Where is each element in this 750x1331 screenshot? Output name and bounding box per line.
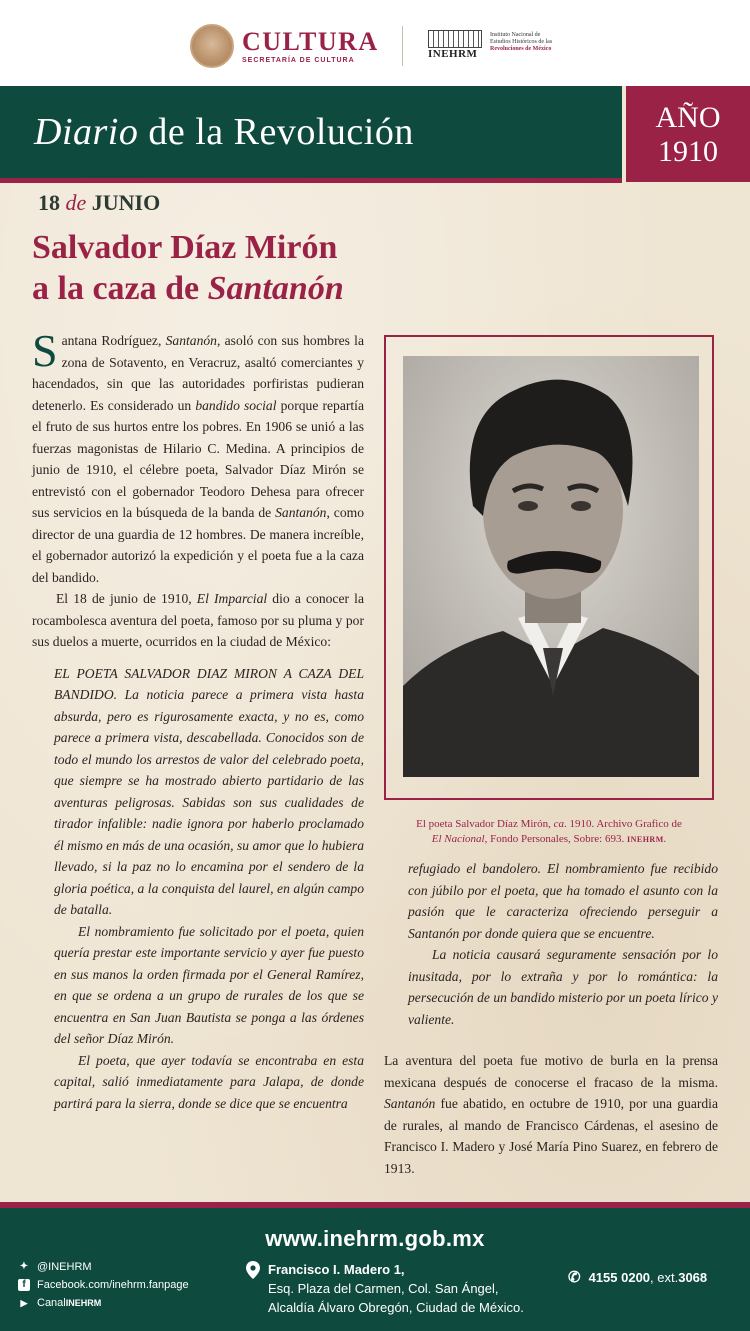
quote-paragraph-3-cont: refugiado el bandolero. El nombramiento fue recibido con júbilo por el poeta, que ha tomado el asunto con la pasión que le caracteriza ofreciendo perseguir a Santanón por donde quiera que se encuentre. (408, 861, 718, 941)
portrait-photo (403, 356, 699, 777)
quote-paragraph-2: El nombramiento fue solicitado por el poeta, quien quería prestar este importante servicio y ayer fue puesto en sus manos la orden firmada por el General Ramírez, en que se ordena a un grupo de rurales de los que se encuentra en San Juan Bautista se ponga a las órdenes del señor Díaz Mirón. (54, 923, 364, 1046)
facebook-link[interactable]: f Facebook.com/inehrm.fanpage (18, 1276, 189, 1294)
year-value: 1910 (658, 135, 718, 168)
footer (0, 1208, 750, 1331)
phone-icon: ✆ (568, 1269, 581, 1286)
quote-paragraph-3: El poeta, que ayer todavía se encontraba en esta capital, salió inmediatamente para Jalapa, de donde partirá para la sierra, donde se dice que se encuentra (54, 1052, 364, 1111)
drop-cap: S (32, 325, 58, 376)
paragraph-imparcial: El 18 de junio de 1910, El Imparcial dio a conocer la rocambolesca aventura del poeta, famoso por su pluma y por sus duelos a muerte, ocurridos en la ciudad de México: (32, 591, 364, 649)
quote-paragraph-1: EL POETA SALVADOR DIAZ MIRON A CAZA DEL BANDIDO. La noticia parece a primera vista hasta absurda, pero es rigurosamente exacta, y no es, como parece a primera vista, descabellada. Conocidos son de todo el mundo los arrestos de valor del celebrado poeta, que siempre se ha mostrado abierto partidario de las aventuras peligrosas. Sabidas son sus cualidades de tirador infalible: nadie ignora por haberlo proclamado él mismo en más de una ocasión, su amor que lo hubiera llevado, si la paz no lo encamina por el sendero de la gloria poética, a la conquista del laurel, en algún campo de batalla. (54, 665, 364, 917)
year-badge (626, 86, 750, 182)
portrait-illustration (403, 356, 699, 777)
series-title: Diario de la Revolución (34, 111, 414, 153)
facebook-icon: f (18, 1279, 30, 1291)
inehrm-word: INEHRM (428, 48, 478, 60)
youtube-link[interactable]: ▶ Canal INEHRM (18, 1294, 189, 1312)
article-right-column (384, 1050, 718, 1179)
article-right-quote (408, 858, 718, 1030)
inehrm-description: Instituto Nacional de Estudios Históricos de las Revoluciones de México (490, 32, 553, 52)
phone-number[interactable]: ✆ 4155 0200 , ext. 3068 (568, 1269, 708, 1286)
address: Francisco I. Madero 1, Esq. Plaza del Carmen, Col. San Ángel, Alcaldía Álvaro Obregón, Ciudad de México. (248, 1260, 524, 1317)
paragraph-closing: La aventura del poeta fue motivo de burla en la prensa mexicana después de conocerse el fracaso de la misma. Santanón fue abatido, en octubre de 1910, por una guardia de rurales, al mando de Francisco Cárdenas, el asesino de Francisco I. Madero y José María Pino Suarez, en febrero de 1913. (384, 1053, 718, 1176)
article-headline: Salvador Díaz Mirón a la caza de Santanón (32, 229, 344, 307)
youtube-icon: ▶ (20, 1298, 28, 1308)
title-band-underline (0, 178, 622, 183)
building-icon (428, 30, 482, 48)
cultura-logo[interactable] (190, 24, 379, 68)
social-links (18, 1258, 189, 1312)
quote-paragraph-4: La noticia causará seguramente sensación por lo inusitada, por lo extraña y por lo romántica: la persecución de un bandido misterio por un poeta lírico y valiente. (408, 947, 718, 1027)
location-pin-icon (246, 1261, 260, 1279)
twitter-icon: ✦ (19, 1261, 29, 1272)
inehrm-logo[interactable] (428, 30, 570, 62)
cultura-word: CULTURA (242, 26, 379, 56)
website-link[interactable]: www.inehrm.gob.mx (265, 1226, 485, 1251)
logo-divider (402, 26, 403, 66)
mexico-seal-icon (190, 24, 234, 68)
article-left-column (32, 325, 364, 1114)
twitter-link[interactable]: ✦ @INEHRM (19, 1261, 92, 1273)
cultura-subtitle: SECRETARÍA DE CULTURA (242, 56, 355, 64)
article-date: 18 de JUNIO (38, 190, 161, 215)
paragraph-intro: Santana Rodríguez, Santanón, asoló con sus hombres la zona de Sotavento, en Veracruz, asaltó comerciantes y hacendados, sin que las autoridades porfiristas pudieran detenerlo. Es considerado un bandido social porque repartía el fruto de sus hurtos entre los pobres. En 1906 se unió a las fuerzas magonistas de Hilario C. Medina. A principios de junio de 1910, el célebre poeta, Salvador Díaz Mirón se entrevistó con el gobernador Teodoro Dehesa para ofrecer sus servicios en la búsqueda de la banda de Santanón, como director de una guardia de 12 hombres. De manera increíble, el gobernador autorizó la expedición y el poeta fue a la caza del bandido. (32, 325, 364, 585)
year-label: AÑO (655, 101, 721, 134)
photo-caption: El poeta Salvador Díaz Mirón, ca. 1910. Archivo Grafico de El Nacional, Fondo Personales, Sobre: 693. INEHRM. (416, 818, 682, 845)
logo-bar (0, 0, 750, 86)
